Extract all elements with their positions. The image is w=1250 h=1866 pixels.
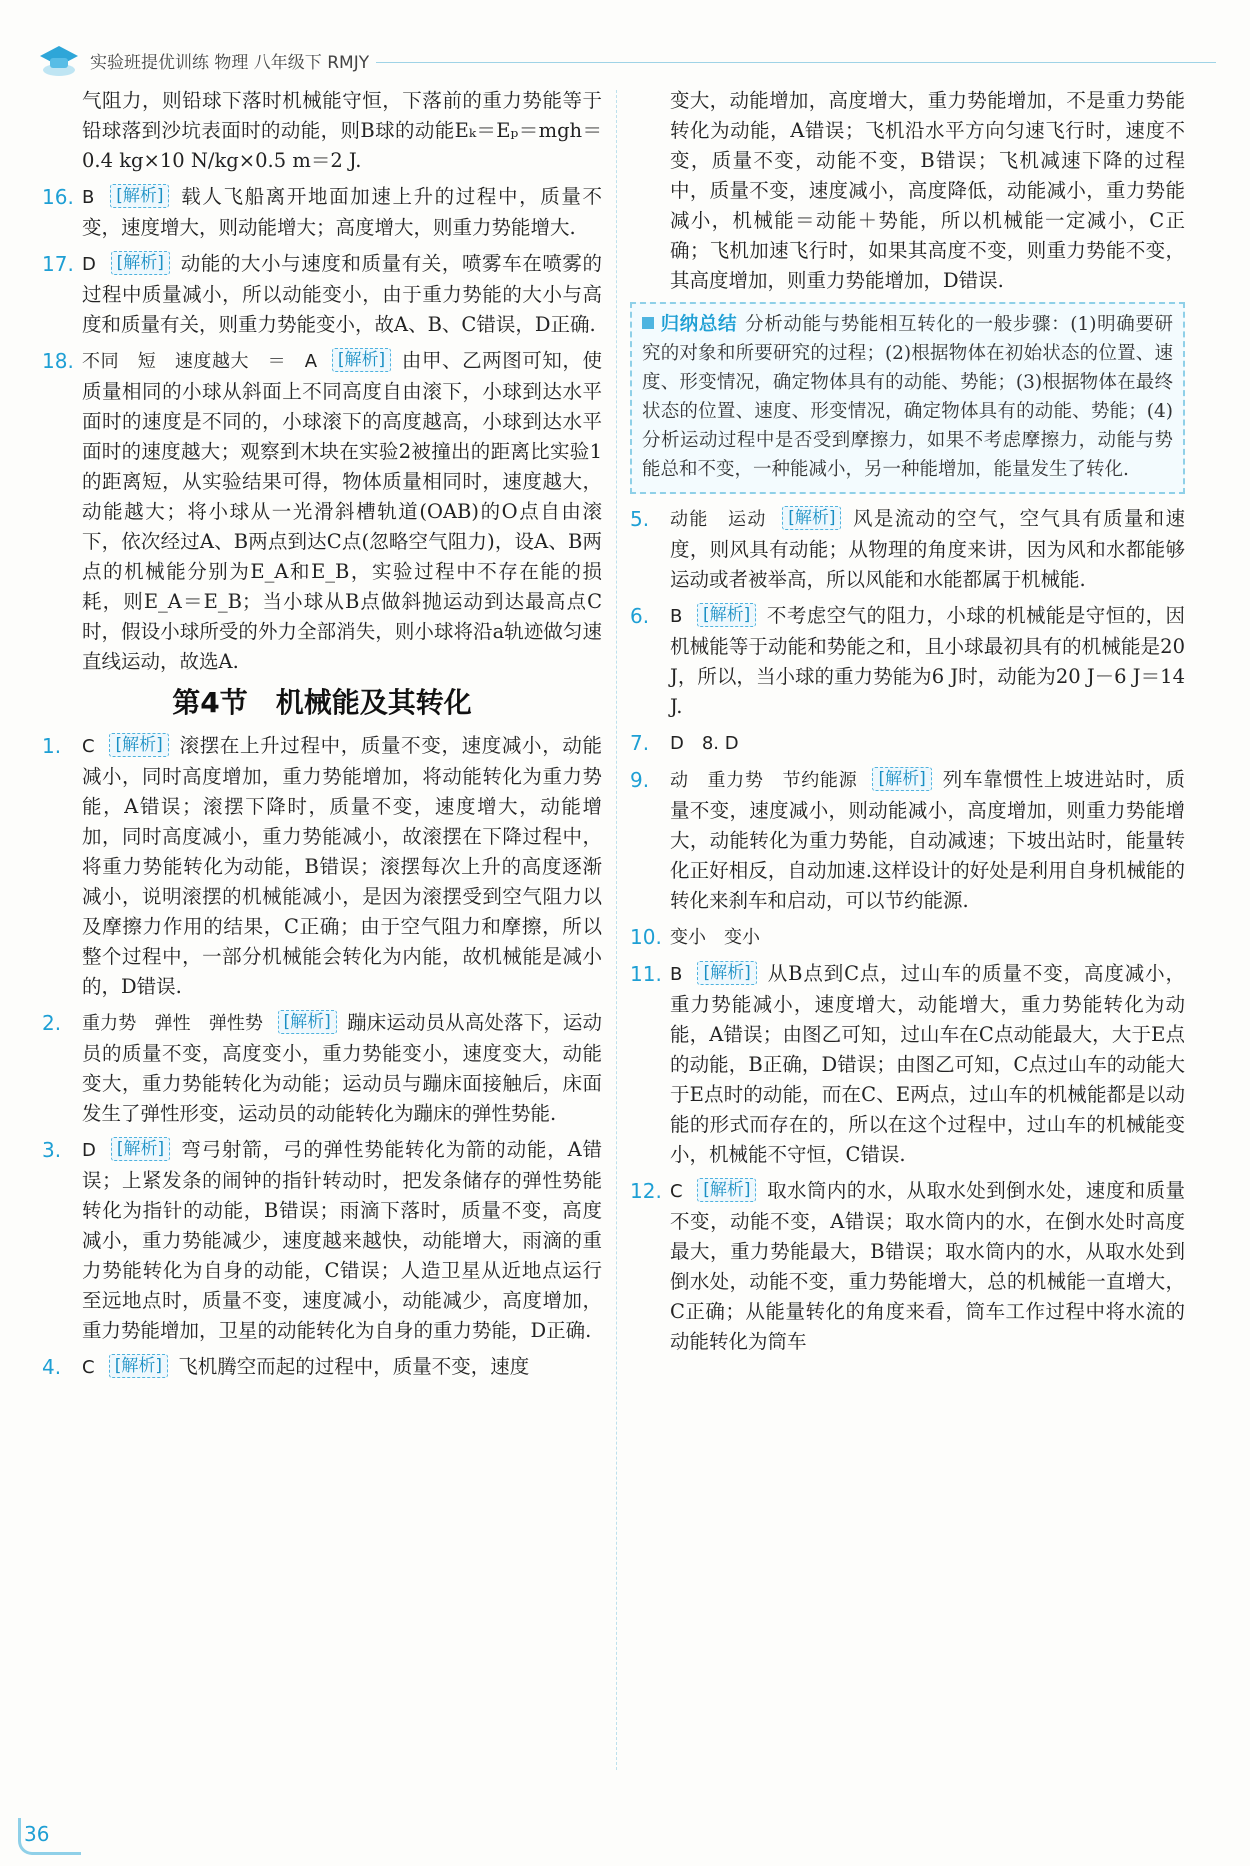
analysis-tag: [解析] bbox=[697, 1178, 756, 1202]
explanation: 弯弓射箭，弓的弹性势能转化为箭的动能，A错误；上紧发条的闹钟的指针转动时，把发条储存的弹性势能转化为指针的动能，B错误；雨滴下落时，质量不变，高度减小，重力势能减少，速度越来越快，动能增大，雨滴的重力势能转化为自身的动能，C错误；人造卫星从近地点运行至远地点时，质量不变，速度减小，动能减少，高度增加，重力势能增加，卫星的动能转化为自身的重力势能，D正确. bbox=[82, 1138, 603, 1342]
continued-paragraph: 气阻力，则铅球下落时机械能守恒，下落前的重力势能等于铅球落到沙坑表面时的动能，则B球的动能Eₖ＝Eₚ＝mgh＝0.4 kg×10 N/kg×0.5 m＝2 J. bbox=[82, 89, 602, 172]
question-number: 11. bbox=[630, 962, 662, 986]
summary-label: 归纳总结 bbox=[660, 314, 738, 335]
question-3 bbox=[42, 1135, 602, 1346]
question-4 bbox=[42, 1352, 602, 1383]
right-column bbox=[630, 86, 1185, 1363]
page-number: 36 bbox=[24, 1822, 50, 1846]
explanation: 从B点到C点，过山车的质量不变，高度减小，重力势能减小，速度增大，动能增大，重力势能转化为动能，A错误；由图乙可知，过山车在C点动能最大，大于E点的动能，B正确，D错误；由图乙可知，C点过山车的动能大于E点时的动能，而在C、E两点，过山车的机械能都是以动能的形式而存在的，所以在这个过程中，过山车的机械能变小，机械能不守恒，C错误. bbox=[670, 962, 1185, 1166]
question-number: 17. bbox=[42, 252, 74, 276]
explanation: 蹦床运动员从高处落下，运动员的质量不变，高度变小，重力势能变小，速度变大，动能变大，重力势能转化为动能；运动员与蹦床面接触后，床面发生了弹性形变，运动员的动能转化为蹦床的弹性势能. bbox=[82, 1011, 603, 1125]
explanation: 滚摆在上升过程中，质量不变，速度减小，动能减小，同时高度增加，重力势能增加，将动能转化为重力势能，A错误；滚摆下降时，质量不变，速度增大，动能增加，同时高度减小，重力势能减小，故滚摆在下降过程中，将重力势能转化为动能，B错误；滚摆每次上升的高度逐渐减小，说明滚摆的机械能减小，是因为滚摆受到空气阻力以及摩擦力作用的结果，C正确；由于空气阻力和摩擦，所以整个过程中，一部分机械能会转化为内能，故机械能是减小的，D错误. bbox=[82, 734, 603, 998]
summary-icon bbox=[642, 317, 654, 329]
explanation: 由甲、乙两图可知，使质量相同的小球从斜面上不同高度自由滚下，小球到达水平面时的速度是不同的，小球滚下的高度越高，小球到达水平面时的速度越大；观察到木块在实验2被撞出的距离比实验1的距离短，从实验结果可得，物体质量相同时，速度越大，动能越大；将小球从一光滑斜槽轨道(OAB)的O点自由滚下，依次经过A、B两点到达C点(忽略空气阻力)，设A、B两点的机械能分别为E_A和E_B，实验过程中不存在能的损耗，则E_A＝E_B；当小球从B点做斜抛运动到达最高点C时，假设小球所受的外力全部消失，则小球将沿a轨迹做匀速直线运动，故选A. bbox=[82, 349, 602, 673]
question-6 bbox=[630, 601, 1185, 722]
question-number: 3. bbox=[42, 1138, 62, 1162]
answer: B bbox=[670, 964, 683, 985]
question-number: 7. bbox=[630, 731, 650, 755]
question-number: 16. bbox=[42, 185, 74, 209]
question-10 bbox=[630, 922, 1185, 953]
analysis-tag: [解析] bbox=[332, 348, 391, 372]
answer: 变小 变小 bbox=[670, 927, 760, 948]
explanation: 列车靠惯性上坡进站时，质量不变，速度减小，则动能减小，高度增加，则重力势能增大，动能转化为重力势能，自动减速；下坡出站时，能量转化正好相反，自动加速.这样设计的好处是利用自身机械能的转化来刹车和启动，可以节约能源. bbox=[670, 768, 1185, 912]
answer: 不同 短 速度越大 ＝ A bbox=[82, 351, 318, 372]
question-number: 10. bbox=[630, 925, 662, 949]
question-2 bbox=[42, 1008, 602, 1129]
question-9 bbox=[630, 765, 1185, 916]
continued-paragraph: 变大，动能增加，高度增大，重力势能增加，不是重力势能转化为动能，A错误；飞机沿水平方向匀速飞行时，速度不变，质量不变，动能不变，B错误；飞机减速下降的过程中，质量不变，速度减小，高度降低，动能减小，重力势能减小，机械能＝动能＋势能，所以机械能一定减小，C正确；飞机加速飞行时，如果其高度不变，则重力势能不变，其高度增加，则重力势能增加，D错误. bbox=[670, 89, 1185, 292]
question-17 bbox=[42, 249, 602, 340]
analysis-tag: [解析] bbox=[278, 1010, 337, 1034]
analysis-tag: [解析] bbox=[110, 184, 169, 208]
answer: D bbox=[82, 254, 96, 275]
analysis-tag: [解析] bbox=[872, 767, 931, 791]
question-number: 12. bbox=[630, 1179, 662, 1203]
explanation: 不考虑空气的阻力，小球的机械能是守恒的，因机械能等于动能和势能之和，且小球最初具有的机械能是20 J，所以，当小球的重力势能为6 J时，动能为20 J－6 J＝14 J. bbox=[670, 604, 1186, 718]
question-11 bbox=[630, 959, 1185, 1170]
question-16 bbox=[42, 182, 602, 243]
graduation-cap-icon bbox=[36, 40, 82, 80]
question-number: 1. bbox=[42, 734, 62, 758]
answer: 动能 运动 bbox=[670, 509, 767, 530]
explanation: 风是流动的空气，空气具有质量和速度，则风具有动能；从物理的角度来讲，因为风和水都能够运动或者被举高，所以风能和水能都属于机械能. bbox=[670, 507, 1185, 591]
column-divider bbox=[616, 90, 617, 1770]
book-title: 实验班提优训练 物理 八年级下 RMJY bbox=[90, 53, 370, 73]
header-rule bbox=[376, 62, 1216, 63]
answer: D 8. D bbox=[670, 733, 739, 754]
explanation: 载人飞船离开地面加速上升的过程中，质量不变，速度增大，则动能增大；高度增大，则重力势能增大. bbox=[82, 185, 603, 239]
explanation: 飞机腾空而起的过程中，质量不变，速度 bbox=[178, 1355, 530, 1378]
answer: 重力势 弹性 弹性势 bbox=[82, 1013, 264, 1034]
analysis-tag: [解析] bbox=[109, 1354, 168, 1378]
section-title: 第4节 机械能及其转化 bbox=[172, 686, 472, 719]
analysis-tag: [解析] bbox=[697, 961, 756, 985]
question-12 bbox=[630, 1176, 1185, 1357]
explanation: 取水筒内的水，从取水处到倒水处，速度和质量不变，动能不变，A错误；取水筒内的水，在倒水处时高度最大，重力势能最大，B错误；取水筒内的水，从取水处到倒水处，动能不变，重力势能增大，总的机械能一直增大，C正确；从能量转化的角度来看，筒车工作过程中将水流的动能转化为筒车 bbox=[670, 1179, 1185, 1353]
question-7-8 bbox=[630, 728, 1185, 759]
summary-box bbox=[630, 302, 1185, 494]
answer: B bbox=[670, 606, 683, 627]
summary-text: 分析动能与势能相互转化的一般步骤：(1)明确要研究的对象和所要研究的过程；(2)根据物体在初始状态的位置、速度、形变情况，确定物体具有的动能、势能；(3)根据物体在最终状态的位置、速度、形变情况，确定物体具有的动能、势能；(4)分析运动过程中是否受到摩擦力，如果不考虑摩擦力，动能与势能总和不变，一种能减小，另一种能增加，能量发生了转化. bbox=[642, 314, 1173, 480]
analysis-tag: [解析] bbox=[111, 1137, 170, 1161]
analysis-tag: [解析] bbox=[111, 251, 170, 275]
question-number: 18. bbox=[42, 349, 74, 373]
answer: C bbox=[670, 1181, 683, 1202]
analysis-tag: [解析] bbox=[109, 733, 168, 757]
question-18 bbox=[42, 346, 602, 677]
question-number: 4. bbox=[42, 1355, 62, 1379]
analysis-tag: [解析] bbox=[782, 506, 841, 530]
page-header bbox=[36, 40, 1186, 80]
answer: C bbox=[82, 1357, 95, 1378]
question-number: 2. bbox=[42, 1011, 62, 1035]
answer: C bbox=[82, 736, 95, 757]
explanation: 动能的大小与速度和质量有关，喷雾车在喷雾的过程中质量减小，所以动能变小，由于重力势能的大小与高度和质量有关，则重力势能变小，故A、B、C错误，D正确. bbox=[82, 252, 602, 336]
answer: 动 重力势 节约能源 bbox=[670, 770, 858, 791]
question-number: 9. bbox=[630, 768, 650, 792]
question-number: 5. bbox=[630, 507, 650, 531]
question-1 bbox=[42, 731, 602, 1002]
question-5 bbox=[630, 504, 1185, 595]
left-column bbox=[42, 86, 602, 1389]
answer: B bbox=[82, 187, 95, 208]
question-number: 6. bbox=[630, 604, 650, 628]
analysis-tag: [解析] bbox=[697, 603, 756, 627]
answer: D bbox=[82, 1140, 96, 1161]
